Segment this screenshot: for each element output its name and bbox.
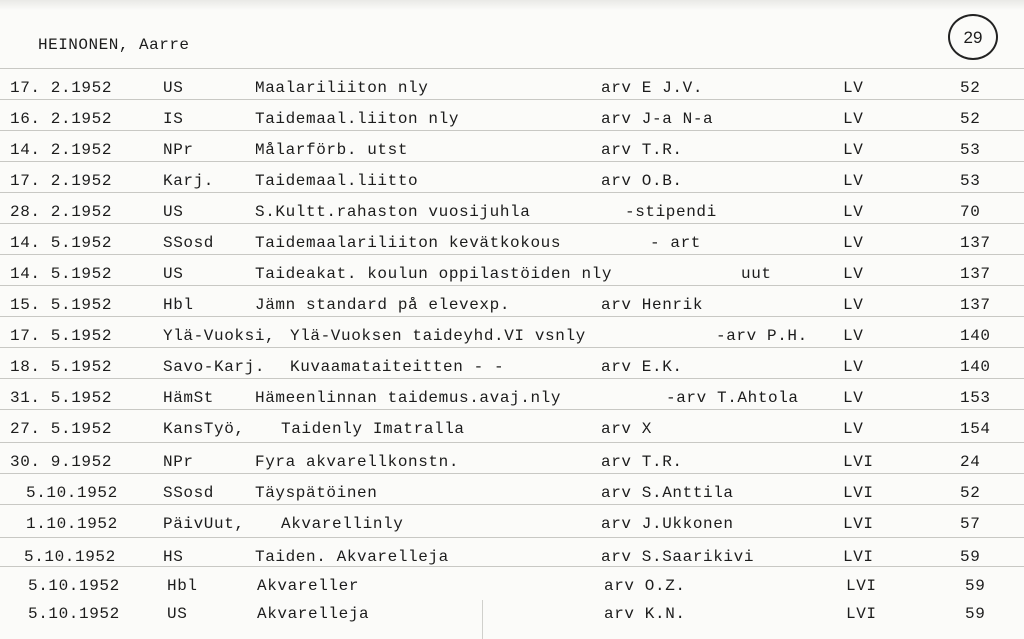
entry-date: 14. 5.1952 xyxy=(10,265,113,283)
entry-description: Ylä-Vuoksen taideyhd.VI vsnly xyxy=(290,327,586,345)
entry-volume: LVI xyxy=(843,515,874,533)
entry-source: HS xyxy=(163,548,184,566)
person-name: HEINONEN, Aarre xyxy=(38,36,190,54)
entry-reviewer: arv T.R. xyxy=(601,141,683,159)
entry-source: Savo-Karj. xyxy=(163,358,266,376)
entry-source: Ylä-Vuoksi, xyxy=(163,327,276,345)
entry-volume: LV xyxy=(843,296,864,314)
entry-date: 30. 9.1952 xyxy=(10,453,113,471)
entry-volume: LV xyxy=(843,420,864,438)
entry-volume: LV xyxy=(843,110,864,128)
entry-reviewer: uut xyxy=(741,265,772,283)
entry-reviewer: arv S.Anttila xyxy=(601,484,734,502)
entry-volume: LV xyxy=(843,234,864,252)
entry-page: 53 xyxy=(960,172,981,190)
entry-reviewer: - art xyxy=(650,234,702,252)
entry-reviewer: arv J.Ukkonen xyxy=(601,515,734,533)
entry-date: 15. 5.1952 xyxy=(10,296,113,314)
entry-date: 17. 2.1952 xyxy=(10,172,113,190)
entry-source: IS xyxy=(163,110,184,128)
entry-description: S.Kultt.rahaston vuosijuhla xyxy=(255,203,531,221)
entry-source: US xyxy=(163,265,184,283)
entry-page: 153 xyxy=(960,389,991,407)
table-row xyxy=(0,285,1024,318)
entry-description: Taideakat. koulun oppilastöiden nly xyxy=(255,265,613,283)
table-row xyxy=(0,409,1024,442)
entry-page: 59 xyxy=(965,605,986,623)
entry-date: 14. 5.1952 xyxy=(10,234,113,252)
table-row xyxy=(0,192,1024,225)
bottom-fold-line xyxy=(482,600,483,639)
entry-reviewer: -arv P.H. xyxy=(716,327,808,345)
entry-reviewer: arv E.K. xyxy=(601,358,683,376)
entry-volume: LV xyxy=(843,203,864,221)
entry-page: 52 xyxy=(960,484,981,502)
entry-page: 57 xyxy=(960,515,981,533)
entry-source: NPr xyxy=(163,141,194,159)
table-row xyxy=(0,161,1024,194)
entry-source: SSosd xyxy=(163,484,215,502)
entry-date: 16. 2.1952 xyxy=(10,110,113,128)
entry-volume: LVI xyxy=(843,453,874,471)
table-row xyxy=(0,378,1024,411)
table-row xyxy=(0,442,1024,475)
entry-description: Täyspätöinen xyxy=(255,484,378,502)
table-row xyxy=(0,223,1024,256)
table-row xyxy=(0,99,1024,132)
entry-volume: LV xyxy=(843,265,864,283)
table-row xyxy=(0,316,1024,349)
entry-source: HämSt xyxy=(163,389,215,407)
entry-page: 154 xyxy=(960,420,991,438)
entry-volume: LVI xyxy=(843,548,874,566)
entry-page: 52 xyxy=(960,110,981,128)
entry-description: Målarförb. utst xyxy=(255,141,409,159)
entry-reviewer: arv Henrik xyxy=(601,296,704,314)
entry-date: 1.10.1952 xyxy=(26,515,118,533)
table-row xyxy=(0,130,1024,163)
entry-page: 59 xyxy=(960,548,981,566)
entry-source: US xyxy=(167,605,188,623)
entry-reviewer: arv E J.V. xyxy=(601,79,704,97)
entry-reviewer: arv O.Z. xyxy=(604,577,686,595)
table-row xyxy=(0,254,1024,287)
entry-page: 137 xyxy=(960,234,991,252)
table-row xyxy=(0,473,1024,506)
entry-description: Maalariliiton nly xyxy=(255,79,429,97)
card-number-circle: 29 xyxy=(948,14,998,60)
entry-page: 137 xyxy=(960,296,991,314)
entry-page: 53 xyxy=(960,141,981,159)
entry-volume: LV xyxy=(843,327,864,345)
entry-date: 28. 2.1952 xyxy=(10,203,113,221)
entry-source: Hbl xyxy=(167,577,198,595)
entry-page: 59 xyxy=(965,577,986,595)
entry-date: 5.10.1952 xyxy=(28,605,120,623)
table-row xyxy=(0,347,1024,380)
entry-volume: LV xyxy=(843,358,864,376)
entry-description: Akvarelleja xyxy=(257,605,370,623)
entry-description: Akvareller xyxy=(257,577,360,595)
entry-reviewer: arv K.N. xyxy=(604,605,686,623)
entry-source: PäivUut, xyxy=(163,515,245,533)
entry-reviewer: arv S.Saarikivi xyxy=(601,548,755,566)
entry-description: Taidemaal.liitto xyxy=(255,172,419,190)
entry-source: Hbl xyxy=(163,296,194,314)
entry-page: 24 xyxy=(960,453,981,471)
entry-page: 70 xyxy=(960,203,981,221)
entry-description: Akvarellinly xyxy=(281,515,404,533)
entry-page: 137 xyxy=(960,265,991,283)
table-row xyxy=(0,68,1024,101)
entry-description: Fyra akvarellkonstn. xyxy=(255,453,460,471)
entry-page: 140 xyxy=(960,358,991,376)
entry-date: 17. 5.1952 xyxy=(10,327,113,345)
entry-date: 18. 5.1952 xyxy=(10,358,113,376)
entry-page: 52 xyxy=(960,79,981,97)
entry-source: US xyxy=(163,79,184,97)
entry-description: Taidemaal.liiton nly xyxy=(255,110,460,128)
entry-description: Jämn standard på elevexp. xyxy=(255,296,511,314)
entry-source: NPr xyxy=(163,453,194,471)
entry-volume: LV xyxy=(843,389,864,407)
entry-source: Karj. xyxy=(163,172,215,190)
entry-source: US xyxy=(163,203,184,221)
table-row xyxy=(0,594,1024,627)
entry-volume: LV xyxy=(843,79,864,97)
entry-page: 140 xyxy=(960,327,991,345)
entry-description: Taiden. Akvarelleja xyxy=(255,548,449,566)
entry-date: 27. 5.1952 xyxy=(10,420,113,438)
entry-date: 5.10.1952 xyxy=(26,484,118,502)
entry-date: 17. 2.1952 xyxy=(10,79,113,97)
entry-description: Taidenly Imatralla xyxy=(281,420,465,438)
entry-date: 5.10.1952 xyxy=(24,548,116,566)
card-top-edge xyxy=(0,0,1024,10)
entry-date: 5.10.1952 xyxy=(28,577,120,595)
entry-description: Kuvaamataiteitten - - xyxy=(290,358,505,376)
entry-reviewer: arv T.R. xyxy=(601,453,683,471)
entry-description: Taidemaalariliiton kevätkokous xyxy=(255,234,562,252)
entry-reviewer: arv X xyxy=(601,420,653,438)
entry-volume: LVI xyxy=(846,605,877,623)
entry-description: Hämeenlinnan taidemus.avaj.nly xyxy=(255,389,562,407)
entry-volume: LV xyxy=(843,172,864,190)
entry-date: 31. 5.1952 xyxy=(10,389,113,407)
entry-reviewer: -stipendi xyxy=(625,203,717,221)
entry-reviewer: arv J-a N-a xyxy=(601,110,714,128)
table-row xyxy=(0,504,1024,537)
entry-source: KansTyö, xyxy=(163,420,245,438)
entry-source: SSosd xyxy=(163,234,215,252)
entry-volume: LVI xyxy=(843,484,874,502)
entry-volume: LVI xyxy=(846,577,877,595)
entry-date: 14. 2.1952 xyxy=(10,141,113,159)
entry-volume: LV xyxy=(843,141,864,159)
entry-reviewer: arv O.B. xyxy=(601,172,683,190)
entry-reviewer: -arv T.Ahtola xyxy=(666,389,799,407)
